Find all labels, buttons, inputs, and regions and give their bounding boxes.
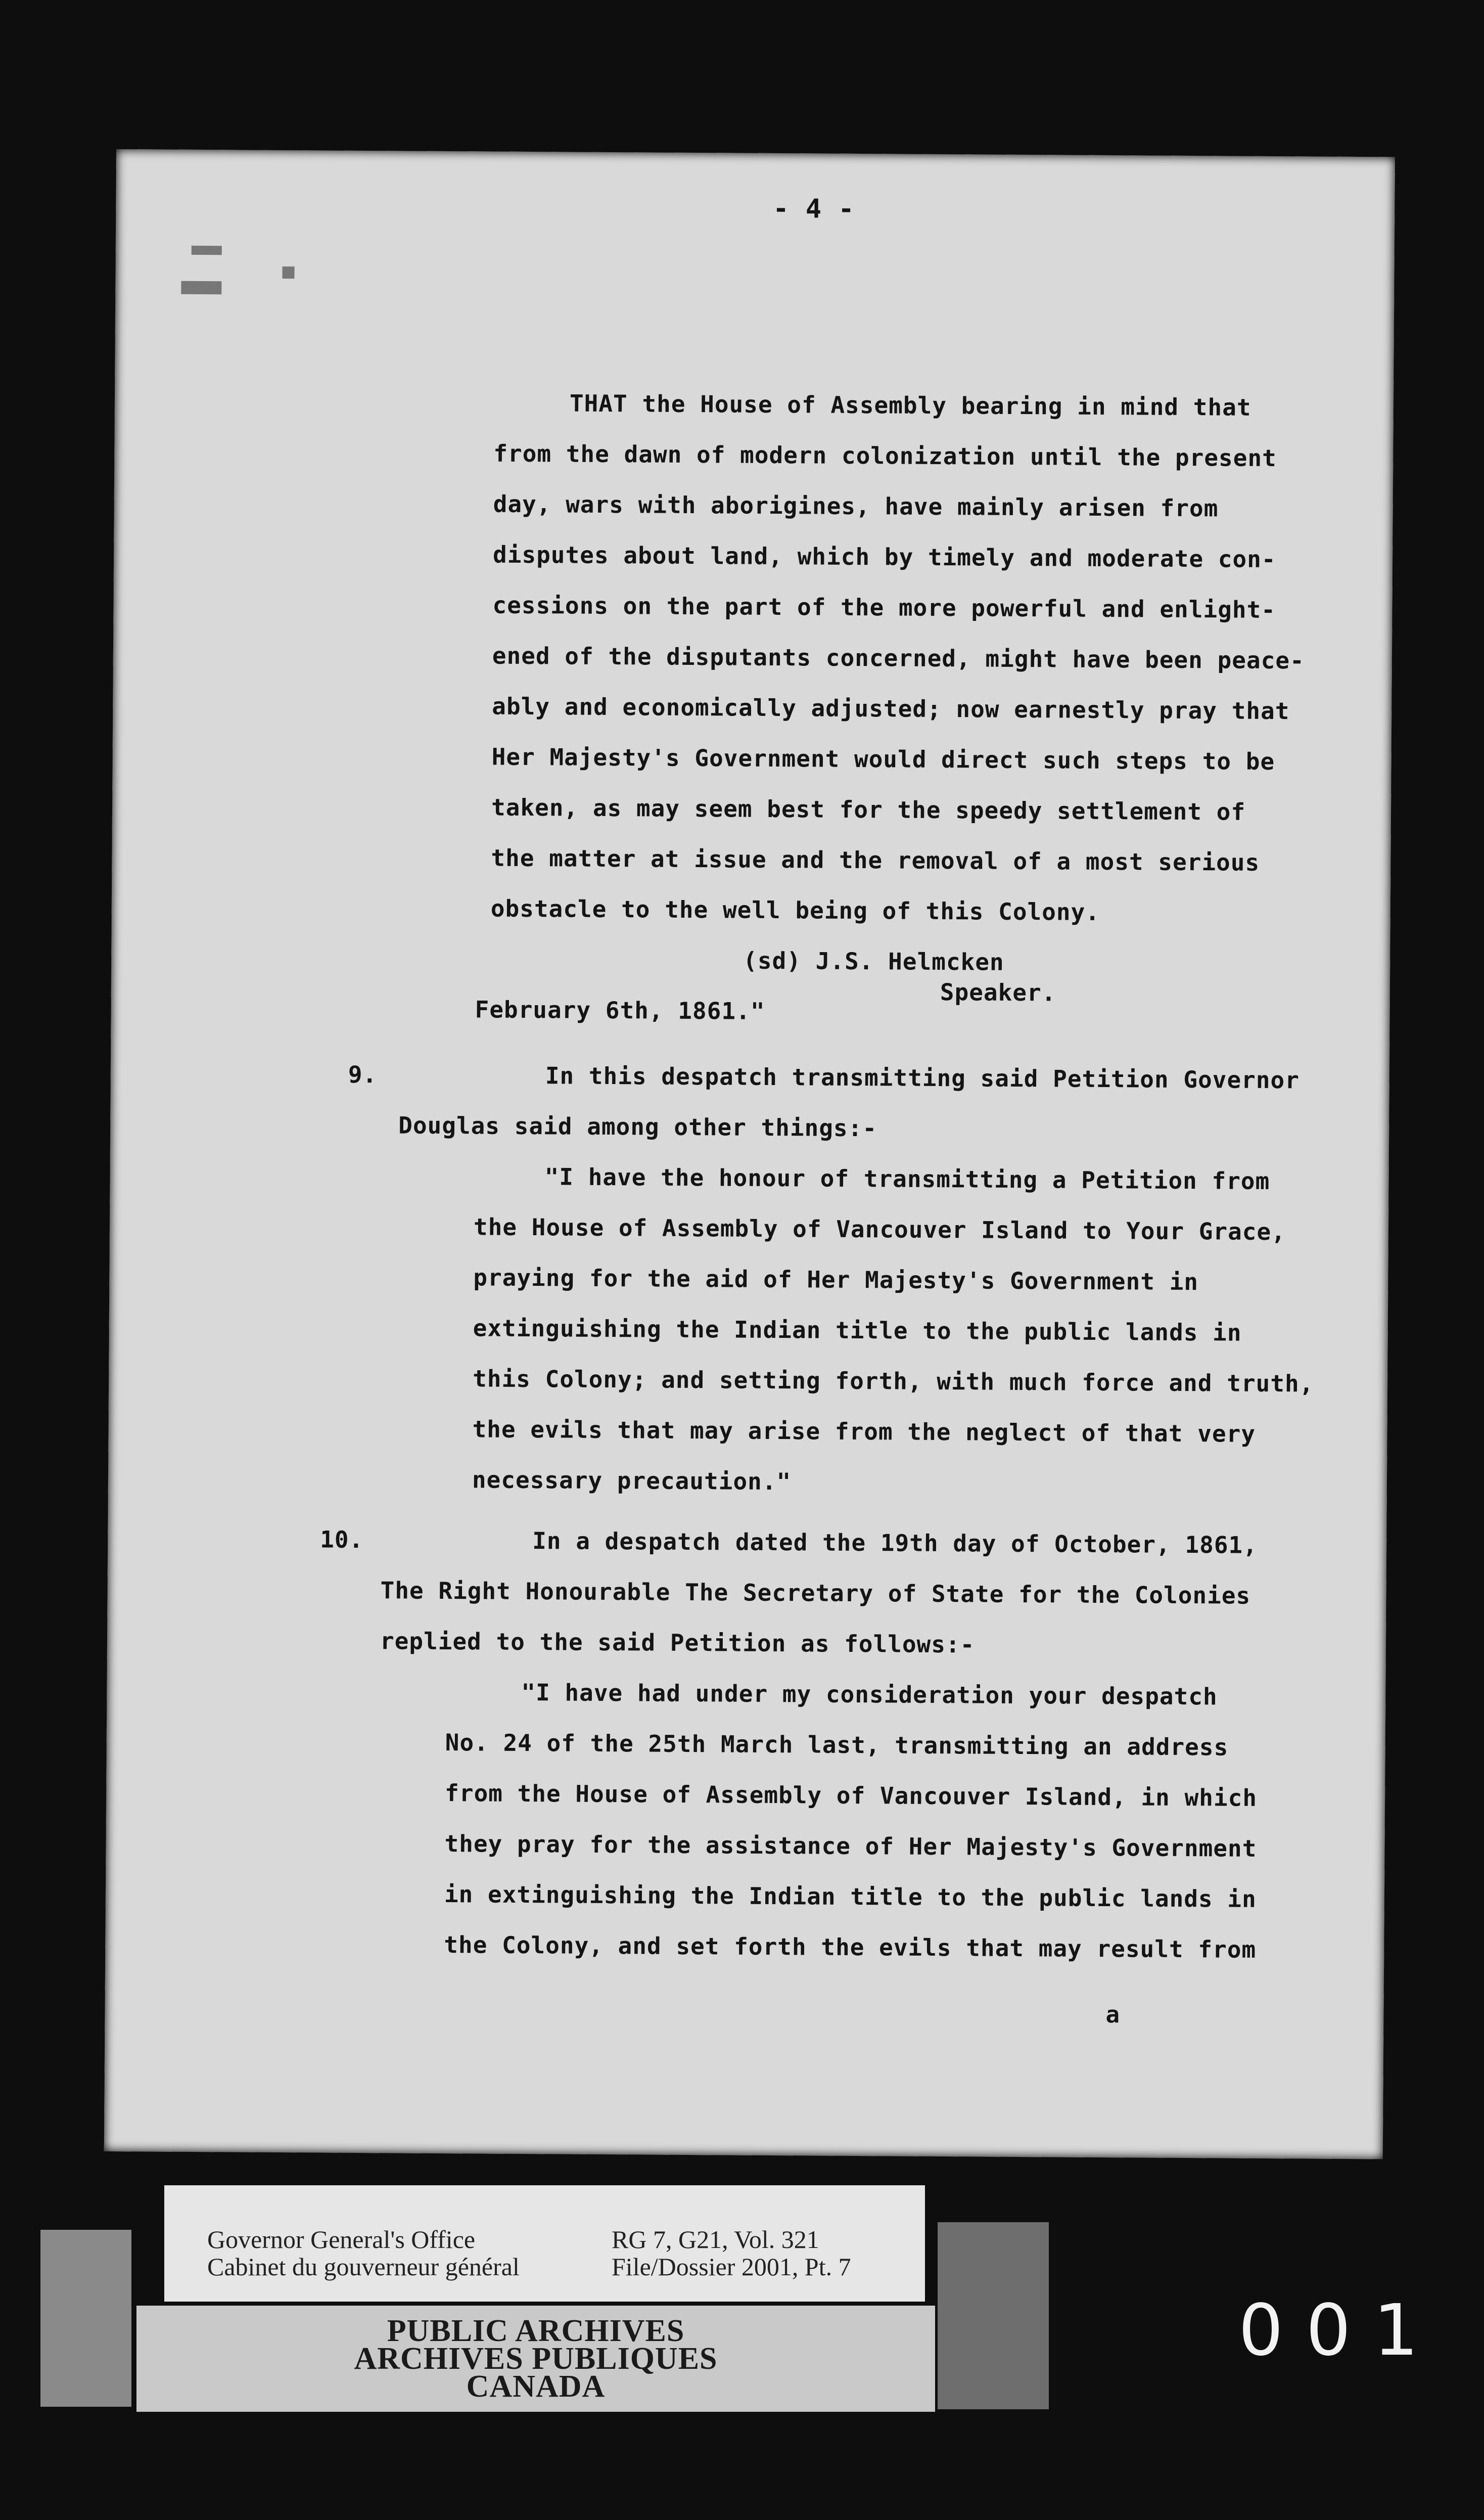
text-line: day, wars with aborigines, have mainly arisen from — [493, 490, 1219, 522]
text-line: disputes about land, which by timely and moderate con- — [492, 541, 1276, 573]
archive-card-edge-right — [938, 2222, 1049, 2409]
record-group-reference: RG 7, G21, Vol. 321 — [612, 2225, 819, 2254]
paragraph-number: 10. — [320, 1525, 364, 1554]
text-line: extinguishing the Indian title to the public lands in — [473, 1314, 1242, 1346]
text-line: THAT the House of Assembly bearing in mind that — [569, 389, 1251, 421]
text-line: the evils that may arise from the neglect of that very — [472, 1415, 1256, 1448]
text-line: In this despatch transmitting said Petition Governor — [545, 1062, 1300, 1094]
page-number: - 4 - — [773, 193, 855, 224]
text-line: ened of the disputants concerned, might have been peace- — [492, 642, 1305, 674]
date-line: February 6th, 1861." — [475, 996, 765, 1025]
paragraph-number: 9. — [348, 1060, 378, 1089]
stamp-line-3: CANADA — [466, 2369, 606, 2404]
text-line: ably and economically adjusted; now earnestly pray that — [492, 692, 1290, 725]
archive-reference-label — [164, 2185, 925, 2302]
text-line: they pray for the assistance of Her Majesty's Government — [444, 1830, 1257, 1862]
text-line: taken, as may seem best for the speedy settlement of — [491, 793, 1246, 826]
catchword: a — [1105, 2001, 1121, 2029]
text-line: replied to the said Petition as follows:- — [380, 1627, 975, 1658]
text-line: "I have the honour of transmitting a Petition from — [544, 1163, 1270, 1195]
text-line: obstacle to the well being of this Colony. — [490, 894, 1100, 926]
text-line: from the House of Assembly of Vancouver Island, in which — [444, 1779, 1258, 1812]
office-name-fr: Cabinet du gouverneur général — [207, 2253, 520, 2281]
text-line: The Right Honourable The Secretary of State for the Colonies — [380, 1577, 1251, 1609]
archive-card-edge-left — [40, 2230, 131, 2407]
paper-marks — [116, 149, 1395, 157]
signature-title: Speaker. — [940, 978, 1056, 1007]
office-name-en: Governor General's Office — [207, 2225, 476, 2254]
text-line: No. 24 of the 25th March last, transmitting an address — [445, 1729, 1229, 1761]
text-line: cessions on the part of the more powerful and enlight- — [492, 591, 1276, 624]
text-line: in extinguishing the Indian title to the public lands in — [444, 1880, 1257, 1913]
text-line: this Colony; and setting forth, with much force and truth, — [472, 1365, 1314, 1398]
text-line: praying for the aid of Her Majesty's Government in — [473, 1264, 1199, 1296]
text-line: the House of Assembly of Vancouver Island to Your Grace, — [473, 1213, 1286, 1246]
text-line: the matter at issue and the removal of a most serious — [491, 844, 1260, 876]
text-line: necessary precaution." — [472, 1466, 792, 1496]
stamp-line-1: PUBLIC ARCHIVES — [387, 2314, 685, 2348]
text-line: Her Majesty's Government would direct such steps to be — [491, 743, 1275, 776]
file-reference: File/Dossier 2001, Pt. 7 — [612, 2253, 851, 2281]
text-line: the Colony, and set forth the evils that may result from — [444, 1931, 1257, 1963]
text-line: "I have had under my consideration your despatch — [521, 1678, 1218, 1711]
text-line: Douglas said among other things:- — [398, 1111, 877, 1142]
stamp-line-2: ARCHIVES PUBLIQUES — [354, 2342, 718, 2376]
frame-counter: 0 0 1 — [1238, 2289, 1419, 2372]
archive-stamp — [136, 2306, 935, 2412]
signature-line: (sd) J.S. Helmcken — [743, 947, 1004, 976]
text-line: In a despatch dated the 19th day of October, 1861, — [532, 1527, 1258, 1559]
text-line: from the dawn of modern colonization until the present — [493, 439, 1277, 472]
document-page — [104, 149, 1395, 2159]
